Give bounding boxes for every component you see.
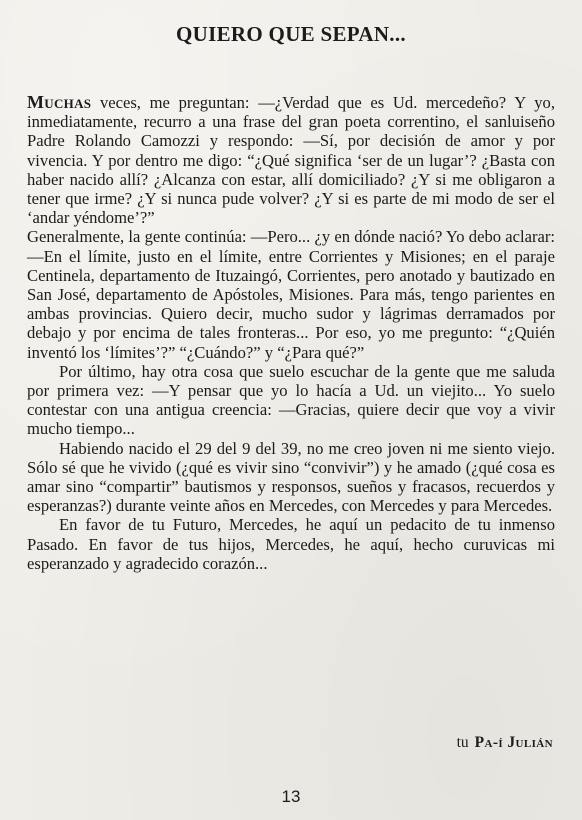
lead-word: Muchas [27,92,92,112]
signature [457,734,553,752]
paragraph-1-text: veces, me preguntan: —¿Verdad que es Ud. mercedeño? Y yo, inmediatamente, recurro a una frase del gran poeta correntino, el sanluiseño Padre Rolando Camozzi y respondo: —Sí, por decisión de amor y por vivencia. Y por dentro me digo: “¿Qué significa ‘ser de un lugar’? ¿Basta con haber nacido allí? ¿Alcanza con estar, allí domiciliado? ¿Y si me obligaron a tener que irme? ¿Y si nunca pude volver? ¿Y si es parte de mi modo de ser el ‘andar yéndome’?” [27,93,555,228]
body-text [27,93,555,573]
paragraph-3: Por último, hay otra cosa que suelo escuchar de la gente que me saluda por primera vez: —Y pensar que yo lo hacía a Ud. un viejito... Yo suelo contestar con una antigua creencia: —Gracias, quiere decir que voy a vivir mucho tiempo... [27,361,555,439]
page-title: QUIERO QUE SEPAN... [176,22,406,46]
signature-prefix: tu [456,734,469,751]
paragraph-1 [27,93,555,227]
paragraph-2: Generalmente, la gente continúa: —Pero... ¿y en dónde nació? Yo debo aclarar: —En el límite, justo en el límite, entre Corrientes y Misiones; en el paraje Centinela, departamento de Ituzaingó, Corrientes, pero anotado y bautizado en San José, departamento de Apóstoles, Misiones. Para más, tengo parientes en ambas provincias. Quiero decir, mucho sudor y lágrimas derramados por debajo y por encima de tales fronteras... Por eso, yo me pregunto: “¿Quién inventó los ‘límites’?” “¿Cuándo?” y “¿Para qué?” [27,227,555,362]
paragraph-5: En favor de tu Futuro, Mercedes, he aquí un pedacito de tu inmenso Pasado. En favor de tus hijos, Mercedes, he aquí, hecho curuvicas mi esperanzado y agradecido corazón... [27,515,555,573]
signature-name: Pa-í Julián [474,734,553,751]
page-number: 13 [281,787,301,806]
paragraph-4: Habiendo nacido el 29 del 9 del 39, no me creo joven ni me siento viejo. Sólo sé que he vivido (¿qué es vivir sino “convivir”) y he amado (¿qué cosa es amar sino “compartir” bautismos y responsos, sueños y fracasos, recuerdos y esperanzas?) durante veinte años en Mercedes, con Mercedes y para Mercedes. [27,438,555,516]
